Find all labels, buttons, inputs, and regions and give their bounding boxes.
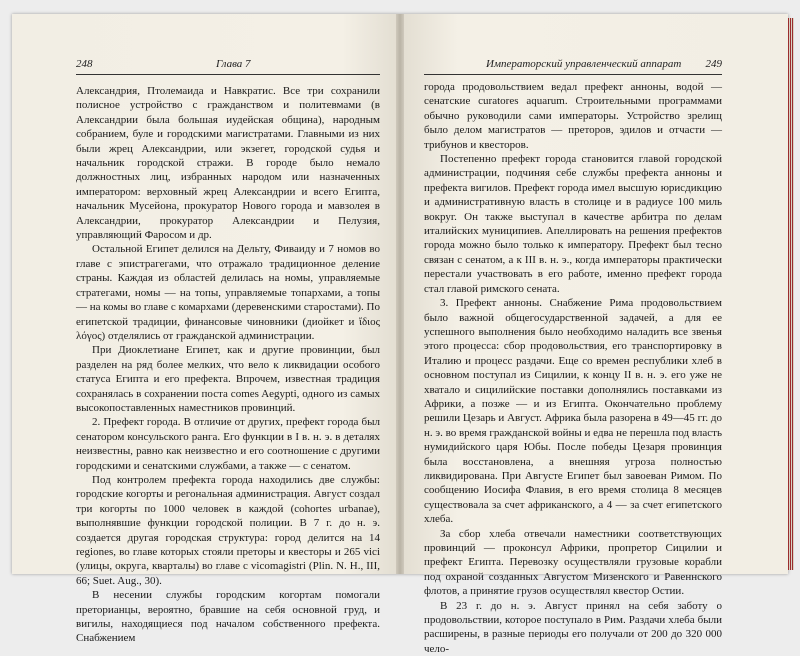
paragraph: Александрия, Птолемаида и Навкратис. Все три сохранили полисное устройство с гражданством и политевмами (в Александрии была большая иудейская община), народным собранием, буле и городскими магистратами. Главными из них были жрец Александрии, или экзегет, городской судья и начальник городской стражи. В городе было немало должностных лиц, избранных народом или назначенных императором: верховный жрец Александрии и всего Египта, начальник Мусейона, прокуратор Нового города и мавзолея в Александрии, прокуратор Александрии и Пелузия, управляющий Фаросом и др.	[76, 85, 380, 242]
left-page-header	[76, 58, 380, 74]
paragraph: Постепенно префект города становится главой городской администрации, подчиняя себе службы префекта анноны и префекта вигилов. Префект города имел высшую юрисдикцию и административную власть в столице и в радиусе 100 миль вокруг. Он также выступал в качестве арбитра по делам италийских муниципиев. Апеллировать на решения префектов города можно было только к императору. Префект был тесно связан с сенатом, а к III в. н. э., когда императоры практически перестали участвовать в его работе, именно префект города стал главой римского сената.	[424, 153, 722, 295]
right-page-number: 249	[705, 58, 722, 70]
paragraph: Остальной Египет делился на Дельту, Фиваиду и 7 номов во главе с эпистрагегами, что отражало традиционное деление страны. Каждая из областей делилась на номы, управляемые стратегами, номы — на топы, управляемые топархами, а топы — на комы во главе с комархами (деревенскими старостами). По египетской традиции, финансовые чиновники (диойкет и ἴδιος λόγος) отделялись от гражданской администрации.	[76, 243, 380, 342]
paragraph: 2. Префект города. В отличие от других, префект города был сенатором консульского ранга. Его функции в I в. н. э. в деталях неизвестны, равно как неизвестно и его соотношение с другими городскими и сенатскими службами, а также — с сенатом.	[76, 416, 380, 472]
left-page-number: 248	[76, 58, 93, 70]
paragraph: Под контролем префекта города находились две службы: городские когорты и регональная администрация. Август создал три когорты по 1000 человек в каждой (cohortes urbanae), выполнявшие функции городской полиции. В 7 г. до н. э. создается другая городская структура: город делится на 14 regiones, во главе которых стояли преторы и квесторы и 265 vici (улицы, округа, кварталы) во главе с vicomagistri (Plin. N. H., III, 66; Suet. Aug., 30).	[76, 473, 380, 587]
right-page	[400, 14, 788, 655]
right-page-text	[424, 80, 722, 656]
left-running-head: Глава 7	[216, 58, 251, 70]
paragraph: За сбор хлеба отвечали наместники соответствующих провинций — проконсул Африки, пропретор Сицилии и префект Египта. Перевозку осуществляли грузовые корабли под охраной созданных Августом Мизенского и Равеннского флотов, а принятие грузов осуществлял квестор Остии.	[424, 527, 722, 598]
paragraph: При Диоклетиане Египет, как и другие провинции, был разделен на ряд более мелких, что вело к ликвидации особого статуса Египта и его префекта. Впрочем, известная традиция сохранялась в сохранении поста comes Aegypti, одного из самых высокопоставленных наместников провинций.	[76, 344, 380, 414]
right-page-header	[424, 58, 722, 74]
right-header-rule	[424, 74, 722, 75]
paragraph: города продовольствием ведал префект анноны, водой — сенатские curatores aquarum. Строительными программами обычно руководили сами императоры. Устройство зрелищ было делом магистратов — преторов, эдилов и отчасти — трибунов и квесторов.	[424, 81, 722, 151]
book-spread	[12, 14, 788, 655]
book-gutter	[396, 14, 404, 574]
left-header-rule	[76, 74, 380, 75]
left-page-text	[76, 84, 380, 646]
right-running-head: Императорский управленческий аппарат	[486, 58, 682, 70]
paragraph: В несении службы городским когортам помогали преторианцы, вероятно, бравшие на себя основной груд, и вигилы, находящиеся под началом собственного префекта. Снабжением	[76, 589, 380, 645]
page-edge	[788, 18, 794, 570]
paragraph: В 23 г. до н. э. Август принял на себя заботу о продовольствии, которое поступало в Рим. Раздачи хлеба были расширены, в разные периоды его получали от 200 до 320 000 чело-	[424, 599, 722, 655]
left-page	[12, 14, 400, 645]
paragraph: 3. Префект анноны. Снабжение Рима продовольствием было важной общегосударственной задачей, а для ее успешного выполнения было необходимо наладить все звенья этого процесса: сбор продовольствия, его транспортировку в Италию и процесс раздачи. Еще со времен республики хлеб в основном поступал из Сицилии, к концу II в. н. э. его уже не хватало и сицилийские поставки дополнялись поставками из Африки, а позже — и из Египта. Окончательно проблему решили Цезарь и Август. Африка была разорена в 49—45 гг. до н. э. во время гражданской войны и едва не перешла под власть нумидийского царя Юбы. После победы Цезаря провинция была восстановлена, а внешняя угроза полностью ликвидирована. При Августе Египет был завоеван Римом. По сообщению Иосифа Флавия, в его время столица 8 месяцев существовала за счет африканского, а 4 — за счет египетского хлеба.	[424, 297, 722, 526]
